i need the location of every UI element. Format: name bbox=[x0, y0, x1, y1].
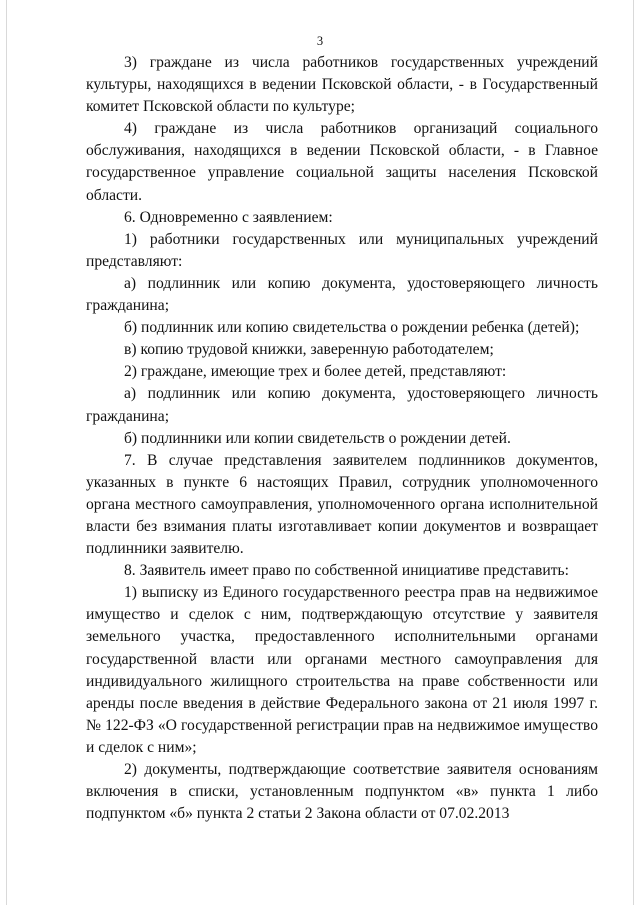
paragraph: а) подлинник или копию документа, удостоверяющего личность гражданина; bbox=[86, 274, 598, 315]
paragraph: 2) граждане, имеющие трех и более детей, представляют: bbox=[124, 363, 507, 381]
paragraph: в) копию трудовой книжки, заверенную работодателем; bbox=[124, 341, 494, 359]
paragraph: 1) выписку из Единого государственного реестра прав на недвижимое имущество и сделок с ним, подтверждающую отсутствие у заявителя земельного участка, предоставленного исполнительными органами государственной власти или органами местного самоуправления для индивидуального жилищного строительства на праве собственности или аренды после введения в действие Федерального закона от 21 июля 1997 г. № 122-ФЗ «О государственной регистрации прав на недвижимое имущество и сделок с ним»; bbox=[86, 584, 598, 756]
paragraph: б) подлинники или копии свидетельств о рождении детей. bbox=[124, 429, 511, 447]
paragraph: 3) граждане из числа работников государственных учреждений культуры, находящихся в ведении Псковской области, - в Государственный комитет Псковской области по культуре; bbox=[86, 54, 598, 116]
paragraph: 8. Заявитель имеет право по собственной инициативе представить: bbox=[124, 562, 569, 580]
document-body bbox=[86, 52, 598, 825]
paragraph: 7. В случае представления заявителем подлинников документов, указанных в пункте 6 настоящих Правил, сотрудник уполномоченного органа местного самоуправления, уполномоченного органа исполнительной власти без взимания платы изготавливает копии документов и возвращает подлинники заявителю. bbox=[86, 451, 598, 558]
paragraph: 2) документы, подтверждающие соответствие заявителя основаниям включения в списки, установленным подпунктом «в» пункта 1 либо подпунктом «б» пункта 2 статьи 2 Закона области от 07.02.2013 bbox=[86, 761, 598, 823]
paragraph: 6. Одновременно с заявлением: bbox=[124, 208, 333, 226]
paragraph: 1) работники государственных или муниципальных учреждений представляют: bbox=[86, 230, 598, 270]
page-number: 3 bbox=[316, 34, 324, 48]
scan-edge-left bbox=[6, 0, 7, 905]
paragraph: 4) граждане из числа работников организаций социального обслуживания, находящихся в ведении Псковской области, - в Главное государственное управление социальной защиты населения Псковской области. bbox=[86, 120, 598, 204]
paragraph: б) подлинник или копию свидетельства о рождении ребенка (детей); bbox=[124, 319, 580, 337]
scan-edge-right bbox=[633, 0, 634, 905]
paragraph: а) подлинник или копию документа, удостоверяющего личность гражданина; bbox=[86, 385, 598, 425]
